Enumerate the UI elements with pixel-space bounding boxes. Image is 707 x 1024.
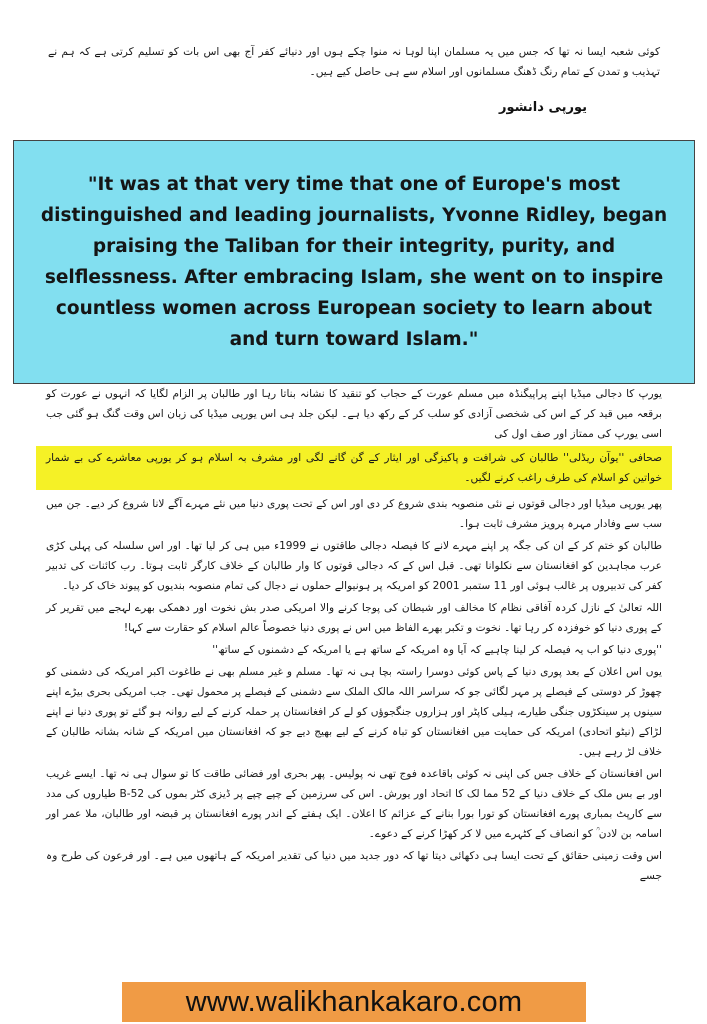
article-body bbox=[46, 384, 662, 888]
body-paragraph-4: اللہ تعالیٰ کے نازل کردہ آفاقی نظام کا مخالف اور شیطان کی پوجا کرنے والا امریکی صدر بش نخوت اور دھمکی بھرے لہجے میں تقریر کر کے پوری دنیا کو خوفزدہ کر رہا تھا۔ نخوت و تکبر بھرے الفاظ میں اس نے پوری دنیا خصوصاً عالم اسلام کو حقارت سے کہا! bbox=[46, 602, 662, 634]
author-heading: یورپی دانشور bbox=[499, 100, 587, 115]
quote-box bbox=[13, 140, 695, 384]
body-paragraph-8: اس وقت زمینی حقائق کے تحت ایسا ہی دکھائی دیتا تھا کہ دور جدید میں دنیا کی تقدیر امریکہ کے ہاتھوں میں ہے۔ اور فرعون کی طرح وہ جسے bbox=[46, 850, 662, 882]
highlighted-paragraph: صحافی ''یوآن ریڈلی'' طالبان کی شرافت و پاکیزگی اور ایثار کے گن گانے لگی اور مشرف بہ اسلام ہو کر یورپی معاشرے کی بے شمار خواتین کو اسلام کی طرف راغب کرنے لگیں۔ bbox=[36, 446, 672, 490]
body-paragraph-3: طالبان کو ختم کر کے ان کی جگہ پر اپنے مہرے لانے کا فیصلہ دجالی طاقتوں نے 1999ء میں ہی کر لیا تھا۔ اور اس سلسلہ کی پہلی کڑی عرب مجاہدین کو افغانستان سے نکلوانا تھی۔ قبل اس کے کہ دجالی قوتوں کا وار طالبان کے خلاف کارگر ثابت ہوتا۔ رب کائنات کی تدبیر کفر کی تدبیروں پر غالب ہوئی اور 11 ستمبر 2001 کو امریکہ پر ہونیوالے حملوں نے دجال کی تمام منصوبہ بندیوں کو پیوند خاک کر دیا۔ bbox=[46, 540, 662, 592]
body-paragraph-2: پھر یورپی میڈیا اور دجالی قوتوں نے نئی منصوبہ بندی شروع کر دی اور اس کے تحت پوری دنیا میں نئے مہرے آگے لانا شروع کر دیے۔ جن میں سب سے وفادار مہرہ پرویز مشرف ثابت ہوا۔ bbox=[46, 498, 662, 530]
body-paragraph-7: اس افغانستان کے خلاف جس کی اپنی نہ کوئی باقاعدہ فوج تھی نہ پولیس۔ پھر بحری اور فضائی طاقت کا تو سوال ہی نہ تھا۔ ایسے غریب اور بے بس ملک کے خلاف دنیا کے 52 مما لک کا اتحاد اور یورش۔ اس کی سرزمین کے چپے چپے پر ڈیزی کٹر بموں کی B-52 طیاروں کی مدد سے کارپٹ بمباری پورے افغانستان کو تورا بورا بنانے کے عزائم کا اعلان۔ ایک ہفتے کے اندر پورے افغانستان پر قبضہ اور طالبان، ملا عمر اور اسامہ بن لادن ؒ کو انصاف کے کٹہرے میں لا کر کھڑا کرنے کے دعوے۔ bbox=[46, 768, 662, 840]
intro-section bbox=[48, 42, 660, 84]
website-footer bbox=[122, 982, 586, 1022]
body-quote-paragraph: ''پوری دنیا کو اب یہ فیصلہ کر لینا چاہیے کہ آیا وہ امریکہ کے ساتھ ہے یا امریکہ کے دشمنوں کے ساتھ'' bbox=[212, 644, 662, 656]
quote-text: "It was at that very time that one of Europe's most distinguished and leading journalists, Yvonne Ridley, began praising the Taliban for their integrity, purity, and selflessness. After embracing Islam, she went on to inspire countless women across European society to learn about and turn toward Islam." bbox=[40, 174, 668, 350]
body-paragraph-6: یوں اس اعلان کے بعد پوری دنیا کے پاس کوئی دوسرا راستہ بچا ہی نہ تھا۔ مسلم و غیر مسلم بھی نے طاغوت اکبر امریکہ کی دشمنی کو چھوڑ کر دوستی کے فیصلے پر مہر لگائی جو کہ سراسر اللہ مالک الملک سے دشمنی کے فیصلے پر محمول تھی۔ جب امریکی بحری بیڑے اپنے سینوں پر سینکڑوں جنگی طیارے، ہیلی کاپٹر اور ہزاروں جنگجوؤں کو لے کر افغانستان پر حملہ کرنے کے لیے روانہ ہو گئے تو پوری دنیا نے اپنے لڑاکے (نیٹو اتحادی) امریکہ کی حمایت میں افغانستان کو تباہ کرنے کے لیے بھیج دیے جو کہ افغانستان میں امریکہ کے شانہ بشانہ طالبان کے خلاف لڑ رہے ہیں۔ bbox=[46, 666, 662, 758]
website-link[interactable]: www.walikhankakaro.com bbox=[185, 985, 523, 1018]
body-paragraph-1: یورپ کا دجالی میڈیا اپنے پراپیگنڈہ میں مسلم عورت کے حجاب کو تنقید کا نشانہ بناتا رہا اور طالبان پر الزام لگایا کہ انہوں نے عورت کو برقعہ میں قید کر کے اس کی شخصی آزادی کو سلب کر کے رکھ دیا ہے۔ لیکن جلد ہی اس یورپی میڈیا کی زبان اس وقت گنگ ہو گئی جب اسی یورپ کی ممتاز اور صف اول کی bbox=[46, 388, 662, 440]
intro-paragraph: کوئی شعبہ ایسا نہ تھا کہ جس میں یہ مسلمان اپنا لوہا نہ منوا چکے ہوں اور دنیائے کفر آج بھی اس بات کو تسلیم کرتی ہے کہ ہم نے تہذیب و تمدن کے تمام رنگ ڈھنگ مسلمانوں اور اسلام سے ہی حاصل کیے ہیں۔ bbox=[48, 46, 660, 78]
